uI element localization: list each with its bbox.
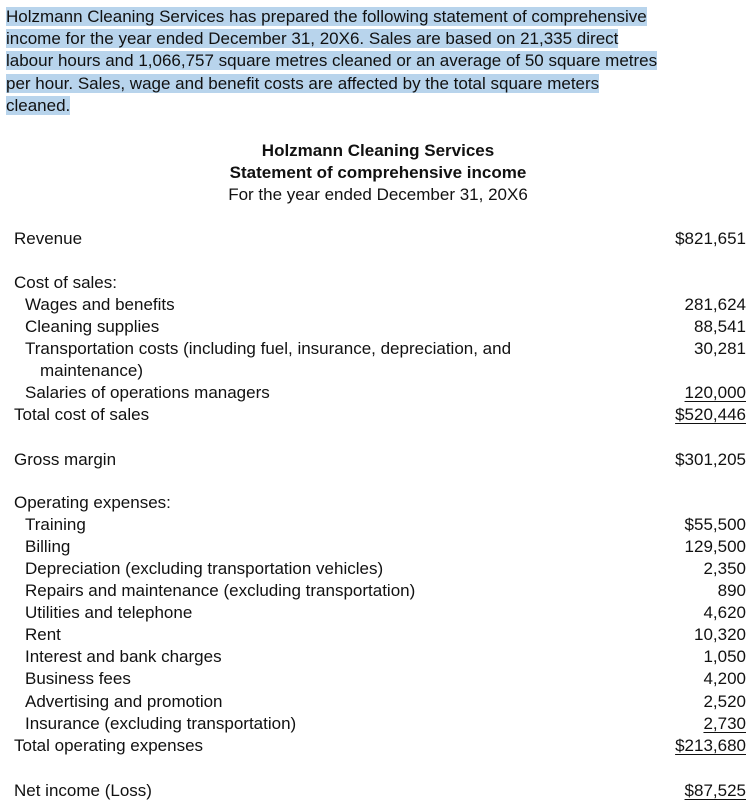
expense-value: $55,500 bbox=[684, 515, 746, 534]
cost-of-sales-heading: Cost of sales: bbox=[14, 273, 117, 292]
expense-label: Training bbox=[25, 515, 86, 534]
intro-line[interactable] bbox=[6, 6, 750, 28]
expense-label: Advertising and promotion bbox=[25, 692, 223, 711]
total-cost-of-sales-label: Total cost of sales bbox=[14, 405, 150, 424]
cost-item-label: Wages and benefits bbox=[25, 295, 175, 314]
cost-item-value: 120,000 bbox=[684, 383, 746, 402]
selected-text[interactable]: labour hours and 1,066,757 square metres cleaned or an average of 50 square metres bbox=[6, 51, 658, 71]
expense-value: 2,730 bbox=[703, 714, 746, 733]
expense-label: Billing bbox=[25, 537, 71, 556]
expense-row bbox=[0, 514, 756, 536]
operating-expenses-heading-row bbox=[0, 492, 756, 514]
expense-label: Repairs and maintenance (excluding transportation) bbox=[25, 581, 416, 600]
expense-row bbox=[0, 558, 756, 580]
cost-item-label: Salaries of operations managers bbox=[25, 383, 270, 402]
operating-expenses-heading: Operating expenses: bbox=[14, 493, 171, 512]
net-income-row bbox=[0, 780, 756, 802]
total-operating-expenses-value: $213,680 bbox=[675, 736, 746, 755]
expense-label: Interest and bank charges bbox=[25, 647, 222, 666]
intro-line[interactable] bbox=[6, 50, 750, 72]
cost-item-row bbox=[0, 294, 756, 316]
selected-text[interactable]: per hour. Sales, wage and benefit costs are affected by the total square meters bbox=[6, 73, 600, 93]
expense-value: 2,350 bbox=[703, 559, 746, 578]
expense-label: Rent bbox=[25, 625, 61, 644]
expense-value: 890 bbox=[717, 581, 746, 600]
revenue-label: Revenue bbox=[14, 229, 83, 248]
selected-text[interactable]: income for the year ended December 31, 20X6. Sales are based on 21,335 direct bbox=[6, 29, 619, 49]
selected-text[interactable]: Holzmann Cleaning Services has prepared the following statement of comprehensive bbox=[6, 7, 647, 26]
cost-item-row bbox=[0, 382, 756, 404]
intro-paragraph[interactable] bbox=[6, 6, 750, 117]
gross-margin-label: Gross margin bbox=[14, 450, 117, 469]
gross-margin-value: $301,205 bbox=[675, 450, 746, 469]
expense-row bbox=[0, 691, 756, 713]
expense-row bbox=[0, 580, 756, 602]
cost-item-row bbox=[0, 316, 756, 338]
expense-value: 1,050 bbox=[703, 647, 746, 666]
cost-item-value: 88,541 bbox=[694, 317, 746, 336]
cost-item-label: Transportation costs (including fuel, insurance, depreciation, and bbox=[25, 339, 512, 358]
net-income-value: $87,525 bbox=[684, 781, 746, 800]
statement-period: For the year ended December 31, 20X6 bbox=[228, 185, 528, 204]
expense-row bbox=[0, 536, 756, 558]
expense-label: Depreciation (excluding transportation vehicles) bbox=[25, 559, 384, 578]
cost-item-label: maintenance) bbox=[40, 361, 144, 380]
intro-line[interactable] bbox=[6, 28, 750, 50]
expense-value: 4,620 bbox=[703, 603, 746, 622]
expense-value: 2,520 bbox=[703, 692, 746, 711]
cost-item-label: Cleaning supplies bbox=[25, 317, 160, 336]
revenue-value: $821,651 bbox=[675, 229, 746, 248]
expense-value: 4,200 bbox=[703, 669, 746, 688]
expense-label: Business fees bbox=[25, 669, 131, 688]
statement-title: Statement of comprehensive income bbox=[229, 163, 527, 182]
expense-row bbox=[0, 668, 756, 690]
selected-text[interactable]: cleaned. bbox=[6, 95, 71, 115]
expense-label: Insurance (excluding transportation) bbox=[25, 714, 297, 733]
cost-item-value: 30,281 bbox=[694, 339, 746, 358]
revenue-row bbox=[0, 228, 756, 250]
expense-value: 10,320 bbox=[694, 625, 746, 644]
total-cost-of-sales-row bbox=[0, 404, 756, 426]
expense-row bbox=[0, 713, 756, 735]
cost-item-row bbox=[0, 338, 756, 360]
expense-label: Utilities and telephone bbox=[25, 603, 193, 622]
gross-margin-row bbox=[0, 449, 756, 471]
expense-row bbox=[0, 624, 756, 646]
net-income-label: Net income (Loss) bbox=[14, 781, 152, 800]
intro-line[interactable] bbox=[6, 73, 750, 95]
intro-line[interactable] bbox=[6, 95, 750, 117]
company-name: Holzmann Cleaning Services bbox=[261, 141, 495, 160]
cost-of-sales-heading-row bbox=[0, 272, 756, 294]
total-cost-of-sales-value: $520,446 bbox=[675, 405, 746, 424]
cost-item-row-continued bbox=[0, 360, 756, 382]
cost-item-value: 281,624 bbox=[684, 295, 746, 314]
expense-value: 129,500 bbox=[684, 537, 746, 556]
expense-row bbox=[0, 646, 756, 668]
total-operating-expenses-label: Total operating expenses bbox=[14, 736, 204, 755]
total-operating-expenses-row bbox=[0, 735, 756, 757]
expense-row bbox=[0, 602, 756, 624]
